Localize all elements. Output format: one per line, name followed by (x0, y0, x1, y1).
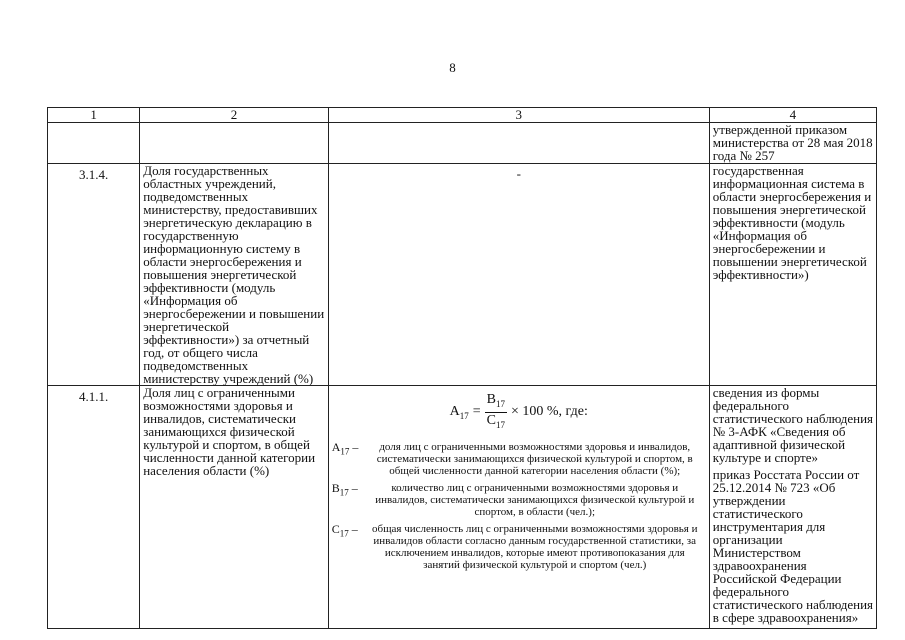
row2-num: 4.1.1. (48, 386, 140, 629)
formula-denominator: $C_{17}$ (486, 412, 505, 430)
row0-source (709, 123, 876, 164)
row0-source-text: утвержденной приказом министерства от 28 мая 2018 года № 257 (712, 122, 873, 163)
formula-equals: = (472, 404, 481, 420)
definition-a17: $A_{17}$ – доля лиц с ограниченными возможностями здоровья и инвалидов, систематически занимающихся физической культурой и спортом, в общей численности данной категории населения области (%); (331, 439, 693, 477)
header-cell-2: 2 (140, 108, 329, 123)
row0-method (328, 123, 709, 164)
row2-indicator-cell (140, 386, 329, 629)
row2-source-1: сведения из формы федерального статистического наблюдения № 3-АФК «Сведения об адаптивной физической культуре и спорте» (712, 385, 874, 465)
row2-source-cell (709, 386, 876, 629)
formula-numerator: $B_{17}$ (485, 392, 507, 413)
page-number: 8 (449, 60, 456, 75)
row1-source-cell (709, 164, 876, 386)
row1-source: государственная информационная система в области энергосбережения и повышения энергетической эффективности (модуль «Информация об энергосбережении и повышении энергетической эффективности») (712, 163, 872, 282)
row1-indicator-cell (140, 164, 329, 386)
table-row (48, 386, 877, 629)
row1-indicator: Доля государственных областных учреждений, подведомственных министерству, предоставивших энергетическую декларацию в государственную информационную систему в области энергосбережения и повышения энергетической эффективности (модуль «Информация об энергосбережении и повышении энергетической эффективности») за отчетный год, от общего числа подведомственных министерству учреждений (%) (143, 163, 325, 386)
formula-fraction (485, 392, 507, 433)
definition-b17: $B_{17}$ – количество лиц с ограниченными возможностями здоровья и инвалидов, систематически занимающихся физической культурой и спортом, в области (чел.); (331, 480, 695, 518)
row2-indicator: Доля лиц с ограниченными возможностями здоровья и инвалидов, систематически занимающихся физической культурой и спортом, в общей численности данной категории населения области (%) (143, 385, 316, 478)
row0-num (48, 123, 140, 164)
formula (332, 392, 706, 433)
indicators-table (47, 107, 877, 629)
table-row (48, 164, 877, 386)
row2-source-2: приказ Росстата России от 25.12.2014 № 723 «Об утверждении статистического инструментария для организации Министерством здравоохранения Российской Федерации федерального статистического наблюдения в сфере здравоохранения» (712, 467, 874, 625)
table-header-row (48, 108, 877, 123)
row1-method-cell (328, 164, 709, 386)
header-cell-3: 3 (328, 108, 709, 123)
row2-method-cell (328, 386, 709, 629)
header-cell-4: 4 (709, 108, 876, 123)
header-cell-1: 1 (48, 108, 140, 123)
row1-method: - (516, 166, 521, 181)
table-row (48, 123, 877, 164)
formula-lhs: $A_{17}$ (449, 403, 469, 421)
definition-c17: $C_{17}$ – общая численность лиц с ограниченными возможностями здоровья и инвалидов области согласно данным государственной статистики, за исключением инвалидов, которые имеют противопоказания для занятий физической культурой и спортом (чел.) (331, 521, 698, 571)
formula-tail: × 100 %, где: (511, 404, 588, 420)
row0-indicator (140, 123, 329, 164)
row1-num: 3.1.4. (48, 164, 140, 386)
